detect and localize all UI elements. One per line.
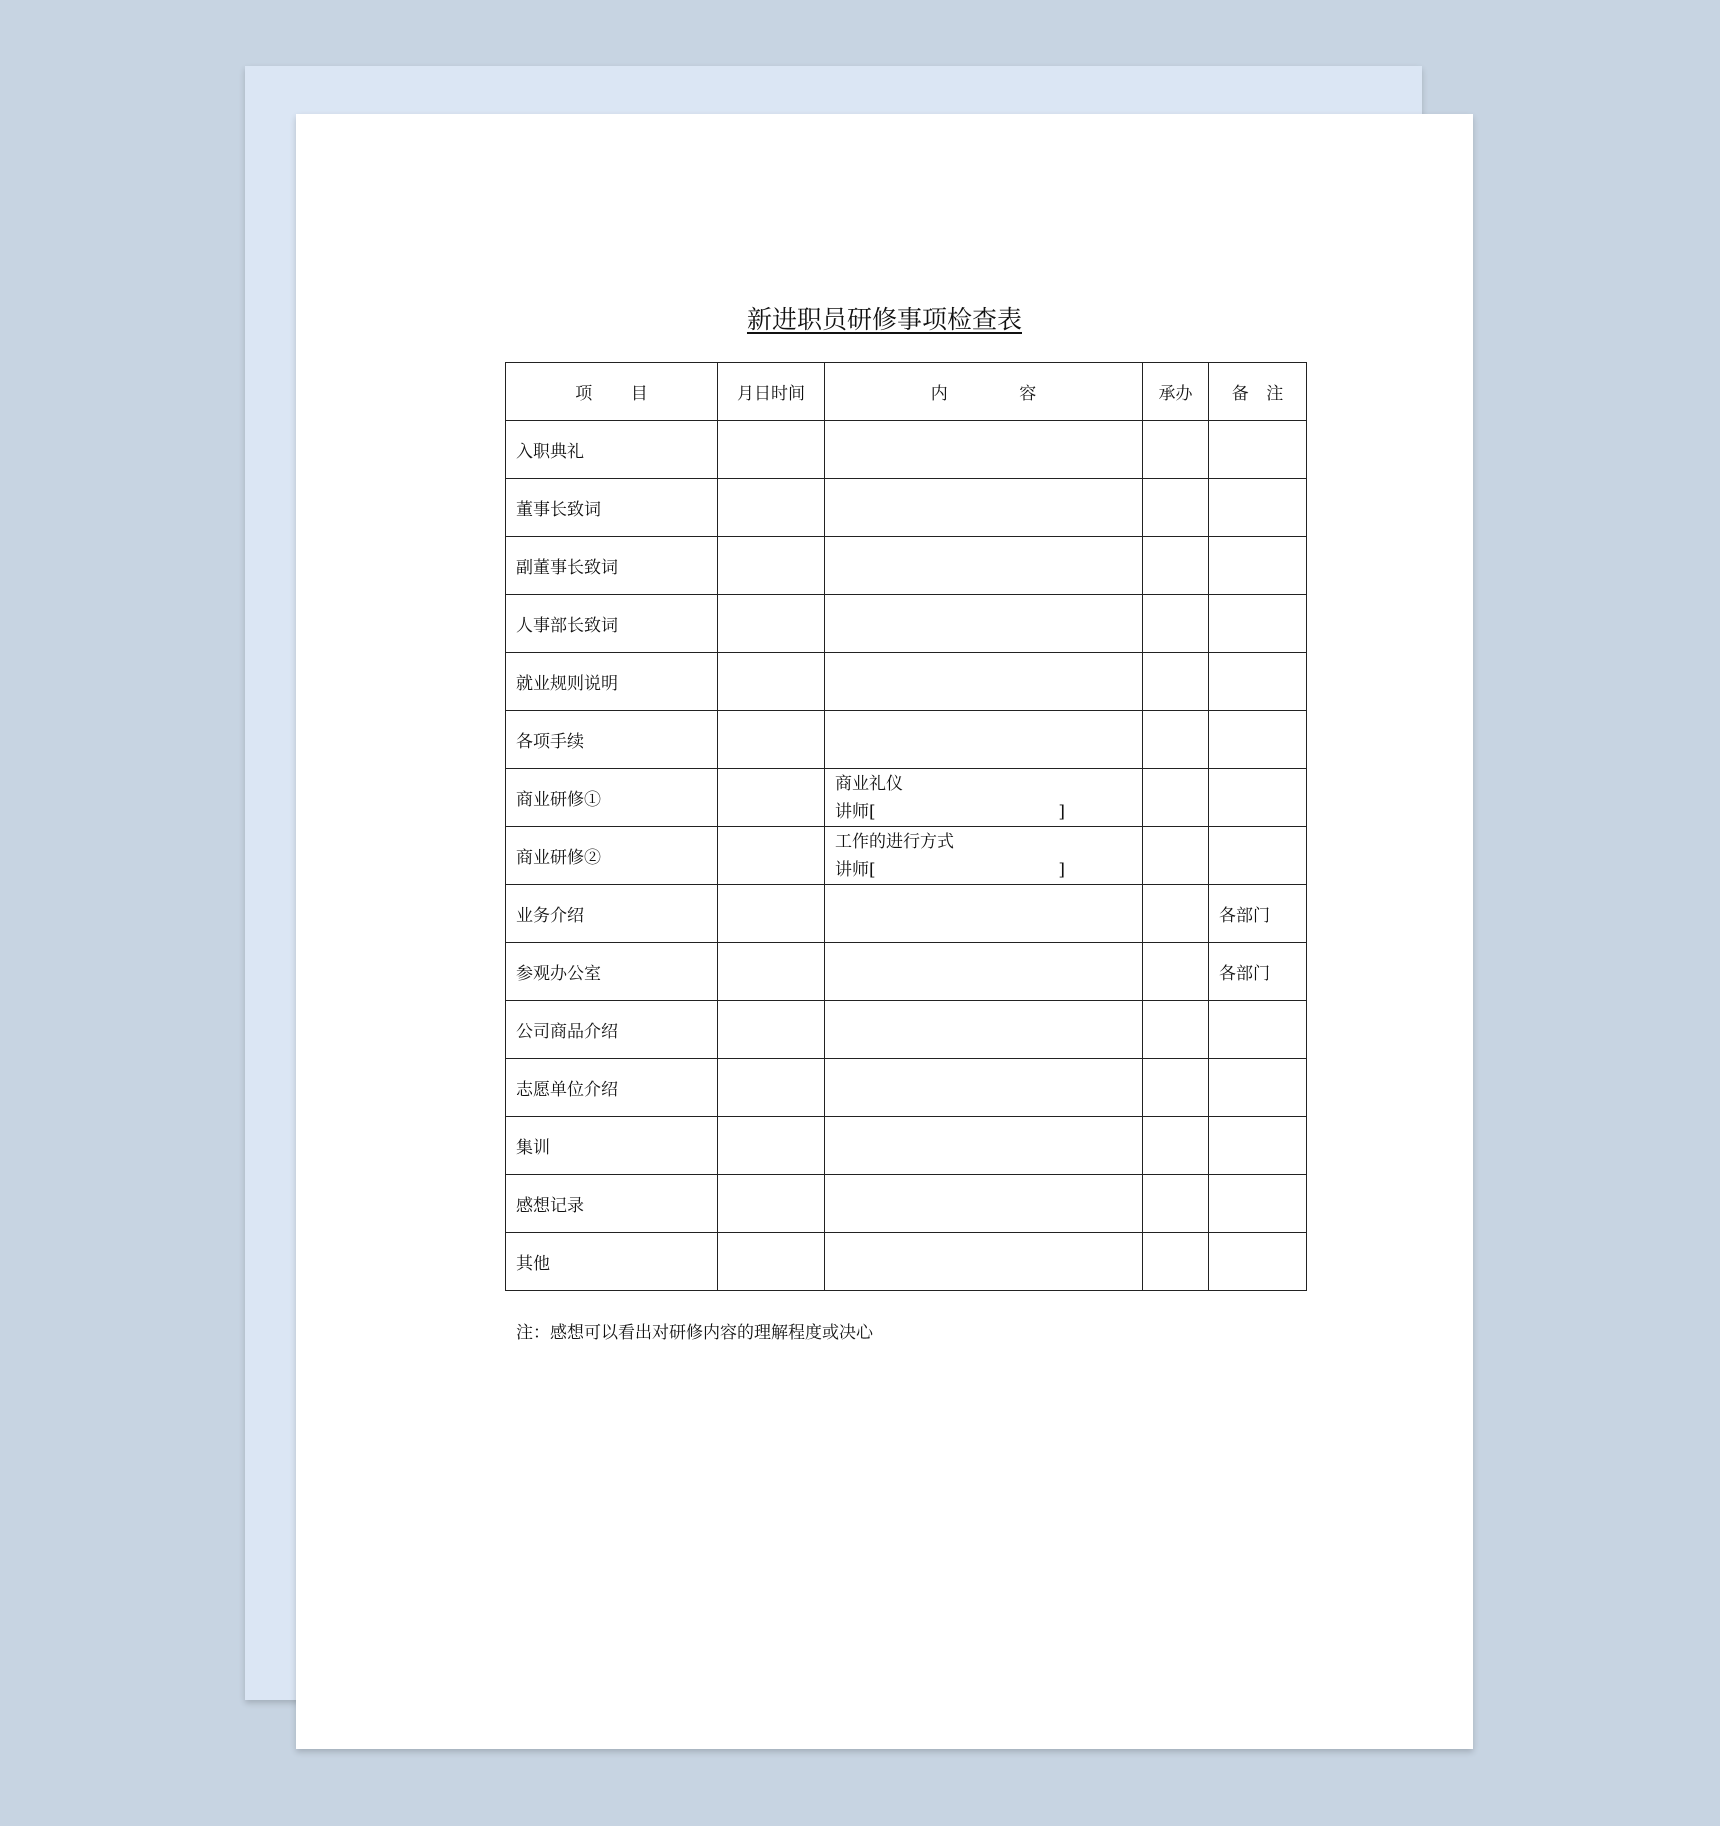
table-row (506, 595, 1307, 653)
content-cell[interactable]: 商业礼仪 讲师[ ] (825, 769, 1143, 827)
item-cell: 就业规则说明 (506, 653, 718, 711)
checklist-table (505, 362, 1307, 1291)
table-row (506, 827, 1307, 885)
content-cell[interactable] (825, 479, 1143, 537)
handler-cell[interactable] (1143, 827, 1209, 885)
date-cell[interactable] (718, 1175, 825, 1233)
remark-cell[interactable] (1209, 537, 1307, 595)
footnote: 注：感想可以看出对研修内容的理解程度或决心 (516, 1323, 873, 1343)
content-cell[interactable] (825, 653, 1143, 711)
item-cell: 参观办公室 (506, 943, 718, 1001)
handler-cell[interactable] (1143, 653, 1209, 711)
date-cell[interactable] (718, 479, 825, 537)
handler-cell[interactable] (1143, 943, 1209, 1001)
table-row (506, 479, 1307, 537)
content-cell[interactable] (825, 595, 1143, 653)
table-row (506, 1059, 1307, 1117)
date-cell[interactable] (718, 1233, 825, 1291)
content-cell[interactable] (825, 1117, 1143, 1175)
date-cell[interactable] (718, 421, 825, 479)
remark-cell[interactable] (1209, 711, 1307, 769)
handler-cell[interactable] (1143, 537, 1209, 595)
remark-cell[interactable] (1209, 1233, 1307, 1291)
date-cell[interactable] (718, 1117, 825, 1175)
item-cell: 感想记录 (506, 1175, 718, 1233)
item-cell: 人事部长致词 (506, 595, 718, 653)
handler-cell[interactable] (1143, 1059, 1209, 1117)
date-cell[interactable] (718, 1059, 825, 1117)
item-cell: 副董事长致词 (506, 537, 718, 595)
item-cell: 集训 (506, 1117, 718, 1175)
content-cell[interactable] (825, 885, 1143, 943)
remark-cell[interactable] (1209, 595, 1307, 653)
content-cell[interactable] (825, 421, 1143, 479)
remark-cell[interactable] (1209, 1059, 1307, 1117)
column-header: 月日时间 (718, 363, 825, 421)
remark-cell[interactable] (1209, 421, 1307, 479)
content-cell[interactable] (825, 537, 1143, 595)
column-header: 项 目 (506, 363, 718, 421)
table-row (506, 537, 1307, 595)
handler-cell[interactable] (1143, 595, 1209, 653)
item-cell: 董事长致词 (506, 479, 718, 537)
handler-cell[interactable] (1143, 711, 1209, 769)
handler-cell[interactable] (1143, 1001, 1209, 1059)
document-page (296, 114, 1473, 1749)
table-row (506, 1233, 1307, 1291)
item-cell: 公司商品介绍 (506, 1001, 718, 1059)
remark-cell[interactable] (1209, 769, 1307, 827)
remark-cell[interactable]: 各部门 (1209, 943, 1307, 1001)
date-cell[interactable] (718, 827, 825, 885)
item-cell: 商业研修② (506, 827, 718, 885)
item-cell: 志愿单位介绍 (506, 1059, 718, 1117)
content-cell[interactable] (825, 711, 1143, 769)
remark-cell[interactable]: 各部门 (1209, 885, 1307, 943)
remark-cell[interactable] (1209, 479, 1307, 537)
item-cell: 商业研修① (506, 769, 718, 827)
handler-cell[interactable] (1143, 885, 1209, 943)
handler-cell[interactable] (1143, 1175, 1209, 1233)
content-cell[interactable]: 工作的进行方式 讲师[ ] (825, 827, 1143, 885)
table-row (506, 885, 1307, 943)
table-row (506, 1117, 1307, 1175)
item-cell: 各项手续 (506, 711, 718, 769)
date-cell[interactable] (718, 595, 825, 653)
column-header: 备 注 (1209, 363, 1307, 421)
remark-cell[interactable] (1209, 1001, 1307, 1059)
document-title: 新进职员研修事项检查表 (746, 305, 1022, 334)
item-cell: 其他 (506, 1233, 718, 1291)
content-cell[interactable] (825, 1233, 1143, 1291)
handler-cell[interactable] (1143, 421, 1209, 479)
table-row (506, 769, 1307, 827)
date-cell[interactable] (718, 769, 825, 827)
handler-cell[interactable] (1143, 1117, 1209, 1175)
table-row (506, 943, 1307, 1001)
table-row (506, 421, 1307, 479)
column-header: 内 容 (825, 363, 1143, 421)
remark-cell[interactable] (1209, 827, 1307, 885)
date-cell[interactable] (718, 653, 825, 711)
item-cell: 入职典礼 (506, 421, 718, 479)
table-row (506, 711, 1307, 769)
content-cell[interactable] (825, 1059, 1143, 1117)
content-cell[interactable] (825, 1175, 1143, 1233)
header-row (506, 363, 1307, 421)
handler-cell[interactable] (1143, 769, 1209, 827)
date-cell[interactable] (718, 537, 825, 595)
item-cell: 业务介绍 (506, 885, 718, 943)
remark-cell[interactable] (1209, 1175, 1307, 1233)
date-cell[interactable] (718, 943, 825, 1001)
table-row (506, 1175, 1307, 1233)
handler-cell[interactable] (1143, 479, 1209, 537)
date-cell[interactable] (718, 1001, 825, 1059)
table-row (506, 1001, 1307, 1059)
table-row (506, 653, 1307, 711)
remark-cell[interactable] (1209, 653, 1307, 711)
handler-cell[interactable] (1143, 1233, 1209, 1291)
content-cell[interactable] (825, 943, 1143, 1001)
column-header: 承办 (1143, 363, 1209, 421)
date-cell[interactable] (718, 885, 825, 943)
content-cell[interactable] (825, 1001, 1143, 1059)
remark-cell[interactable] (1209, 1117, 1307, 1175)
date-cell[interactable] (718, 711, 825, 769)
